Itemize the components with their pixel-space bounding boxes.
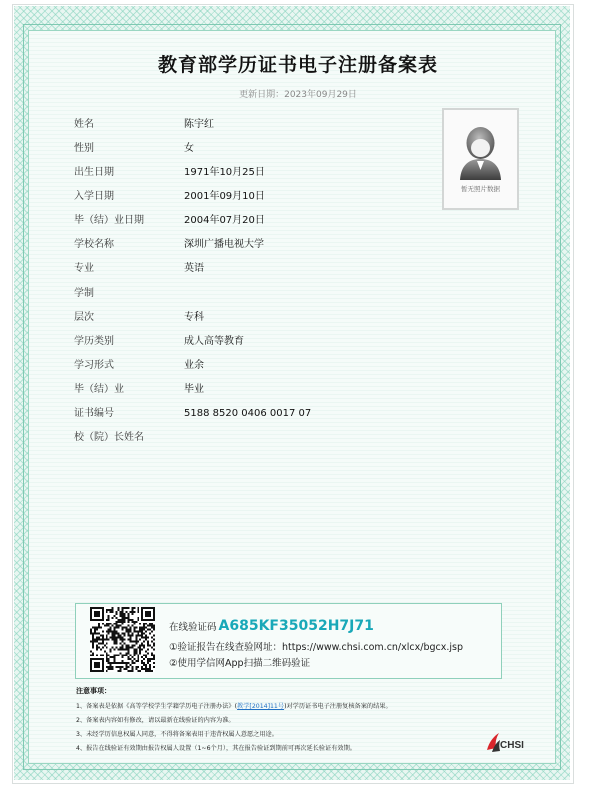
regulation-link[interactable]: 教学[2014]11号	[237, 703, 285, 710]
field-label: 毕（结）业	[74, 384, 124, 395]
note-item: 4、报告在线验证有效期由报告权属人设置（1~6个月），其在报告验证到期前可再次延长验证有效期。	[76, 745, 356, 752]
field-label: 入学日期	[74, 191, 114, 202]
field-value: 毕业	[184, 384, 204, 395]
field-row	[74, 165, 434, 181]
verification-code-line	[169, 618, 374, 634]
field-value: 5188 8520 0406 0017 07	[184, 408, 312, 419]
qr-code-icon	[90, 607, 155, 672]
field-value: 成人高等教育	[184, 336, 244, 347]
note-item: 3、未经学历信息权属人同意，不得将备案表用于违背权属人意愿之用途。	[76, 731, 278, 738]
field-label: 姓名	[74, 119, 94, 130]
verification-code: A685KF35052H7J71	[218, 618, 374, 634]
field-row	[74, 334, 434, 350]
field-row	[74, 141, 434, 157]
field-value: 专科	[184, 312, 204, 323]
field-label: 校（院）长姓名	[74, 432, 144, 443]
field-value: 1971年10月25日	[184, 167, 265, 178]
field-label: 层次	[74, 312, 94, 323]
note-text: 1、备案表是依据《高等学校学生学籍学历电子注册办法》(	[76, 703, 238, 710]
field-value: 2004年07月20日	[184, 215, 265, 226]
note-item	[76, 701, 392, 710]
field-label: 毕（结）业日期	[74, 215, 144, 226]
field-row	[74, 117, 434, 133]
field-label: 专业	[74, 263, 94, 274]
field-row	[74, 189, 434, 205]
field-row	[74, 261, 434, 277]
field-row	[74, 213, 434, 229]
notes-title: 注意事项：	[76, 687, 111, 695]
field-value: 业余	[184, 360, 204, 371]
avatar-placeholder-icon	[444, 114, 517, 184]
field-label: 学历类别	[74, 336, 114, 347]
field-row	[74, 286, 434, 302]
field-label: 学习形式	[74, 360, 114, 371]
note-text: )对学历证书电子注册复核备案的结果。	[284, 703, 392, 710]
note-item: 2、备案表内容如有修改，请以最新在线验证的内容为准。	[76, 717, 235, 724]
field-label: 出生日期	[74, 167, 114, 178]
field-label: 学制	[74, 288, 94, 299]
update-date: 更新日期：2023年09月29日	[239, 90, 357, 100]
field-label: 性别	[74, 143, 94, 154]
field-row	[74, 310, 434, 326]
field-row	[74, 358, 434, 374]
field-value: 女	[184, 143, 194, 154]
field-row	[74, 406, 434, 422]
verification-url-line: ①验证报告在线查验网址：https://www.chsi.com.cn/xlcx/bgcx.jsp	[169, 642, 463, 653]
photo-caption: 暂无照片数据	[461, 185, 500, 193]
photo-placeholder	[442, 108, 519, 210]
field-value: 英语	[184, 263, 204, 274]
verification-app-line: ②使用学信网App扫描二维码验证	[169, 658, 311, 669]
field-row	[74, 430, 434, 446]
field-value: 2001年09月10日	[184, 191, 265, 202]
field-row	[74, 382, 434, 398]
field-label: 学校名称	[74, 239, 114, 250]
field-value: 深圳广播电视大学	[184, 239, 264, 250]
page-title: 教育部学历证书电子注册备案表	[157, 54, 438, 76]
verification-code-label: 在线验证码	[169, 622, 217, 633]
field-label: 证书编号	[74, 408, 114, 419]
chsi-logo-text: CHSI	[500, 740, 524, 751]
field-row	[74, 237, 434, 253]
field-value: 陈宇红	[184, 119, 214, 130]
